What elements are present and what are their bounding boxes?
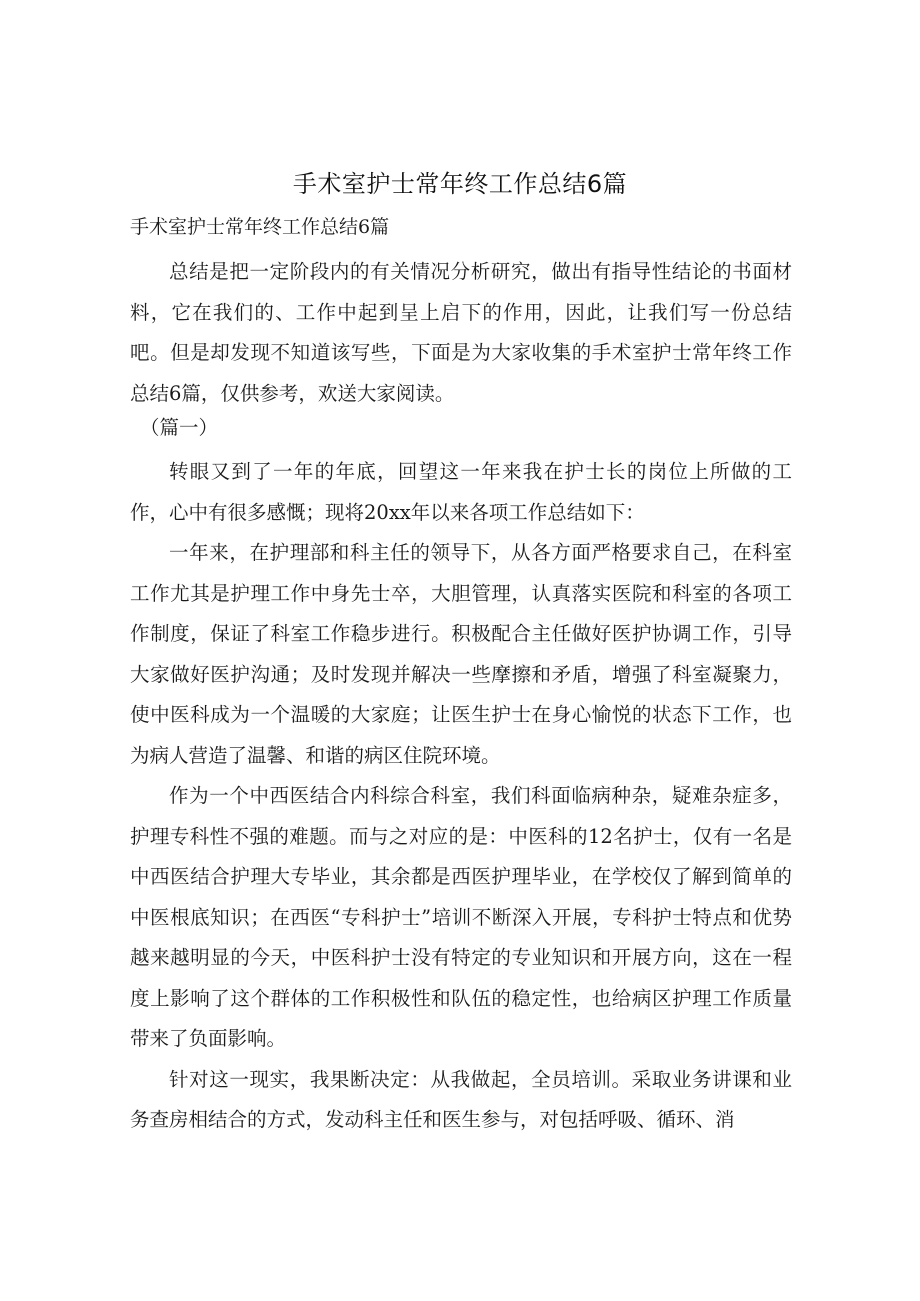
body-paragraph: 一年来，在护理部和科主任的领导下，从各方面严格要求自己，在科室工作尤其是护理工作中身先士卒，大胆管理，认真落实医院和科室的各项工作制度，保证了科室工作稳步进行。积极配合主任做好医护协调工作，引导大家做好医护沟通；及时发现并解决一些摩擦和矛盾，增强了科室凝聚力，使中医科成为一个温暖的大家庭；让医生护士在身心愉悦的状态下工作，也为病人营造了温馨、和谐的病区住院环境。 (130, 541, 792, 767)
section-body (130, 452, 792, 1141)
body-paragraph: 转眼又到了一年的年底，回望这一年来我在护士长的岗位上所做的工作，心中有很多感慨；现将20xx年以来各项工作总结如下： (130, 460, 792, 524)
intro-paragraph: 总结是把一定阶段内的有关情况分析研究，做出有指导性结论的书面材料，它在我们的、工作中起到呈上启下的作用，因此，让我们写一份总结吧。但是却发现不知道该写些，下面是为大家收集的手术室护士常年终工作总结6篇，仅供参考，欢送大家阅读。 (130, 260, 792, 405)
document-title: 手术室护士常年终工作总结6篇 (292, 170, 628, 198)
section-label: （篇一） (140, 416, 219, 439)
document-subtitle: 手术室护士常年终工作总结6篇 (130, 216, 390, 238)
body-paragraph: 针对这一现实，我果断决定：从我做起，全员培训。采取业务讲课和业务查房相结合的方式，发动科主任和医生参与，对包括呼吸、循环、消 (130, 1067, 792, 1131)
section-label-block (130, 408, 792, 449)
intro-block (130, 252, 792, 414)
body-paragraph: 作为一个中西医结合内科综合科室，我们科面临病种杂，疑难杂症多，护理专科性不强的难题。而与之对应的是：中医科的12名护士，仅有一名是中西医结合护理大专毕业，其余都是西医护理毕业，在学校仅了解到简单的中医根底知识；在西医“专科护士”培训不断深入开展，专科护士特点和优势越来越明显的今天，中医科护士没有特定的专业知识和开展方向，这在一程度上影响了这个群体的工作积极性和队伍的稳定性，也给病区护理工作质量带来了负面影响。 (130, 784, 792, 1050)
